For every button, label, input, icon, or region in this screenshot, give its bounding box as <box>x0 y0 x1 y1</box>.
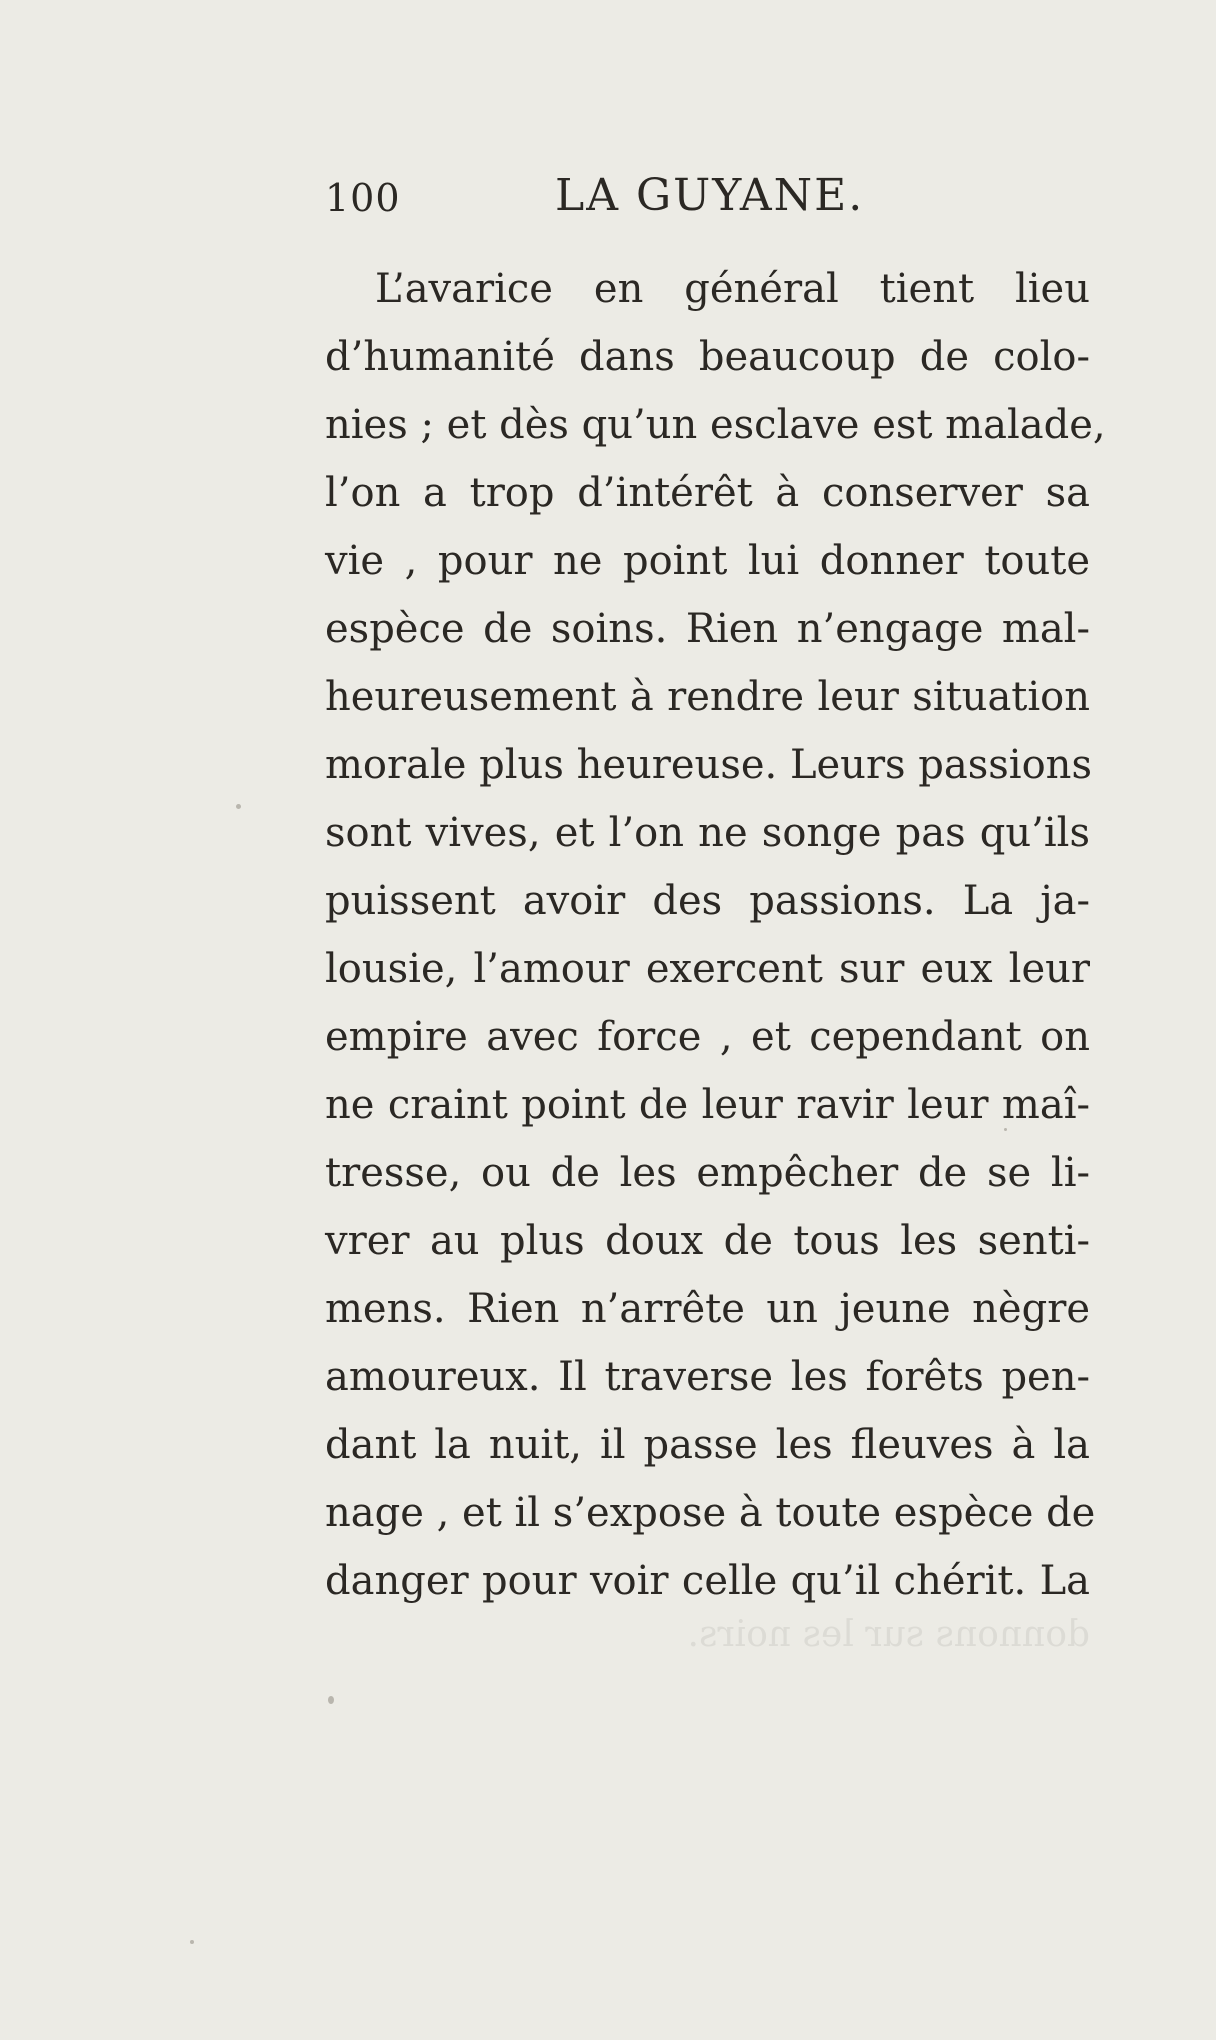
text-line: puissent avoir des passions. La ja- <box>325 878 1090 924</box>
text-line: amoureux. Il traverse les forêts pen- <box>325 1354 1090 1400</box>
text-line: nage , et il s’expose à toute espèce de <box>325 1490 1096 1536</box>
paper-speck <box>1004 1128 1007 1131</box>
text-line: mens. Rien n’arrête un jeune nègre <box>325 1286 1090 1332</box>
paper-speck <box>236 804 241 809</box>
text-line: tresse, ou de les empêcher de se li- <box>325 1150 1090 1196</box>
text-line: espèce de soins. Rien n’engage mal- <box>325 606 1090 652</box>
text-line: morale plus heureuse. Leurs passions <box>325 742 1092 788</box>
text-line: vie , pour ne point lui donner toute <box>325 538 1090 584</box>
text-line: danger pour voir celle qu’il chérit. La <box>325 1558 1090 1604</box>
text-line: ne craint point de leur ravir leur maî- <box>325 1082 1090 1128</box>
text-line: sont vives, et l’on ne songe pas qu’ils <box>325 810 1090 856</box>
text-line: L’avarice en général tient lieu <box>375 266 1090 312</box>
text-line: vrer au plus doux de tous les senti- <box>325 1218 1090 1264</box>
body-text <box>325 255 1106 1615</box>
page-number: 100 <box>325 176 401 220</box>
paper-speck <box>190 1940 194 1944</box>
paper-speck <box>328 1696 334 1704</box>
running-head <box>325 170 865 230</box>
text-line: heureusement à rendre leur situation <box>325 674 1090 720</box>
text-line: nies ; et dès qu’un esclave est malade, <box>325 402 1106 448</box>
text-line: empire avec force , et cependant on <box>325 1014 1090 1060</box>
text-line: lousie, l’amour exercent sur eux leur <box>325 946 1090 992</box>
text-line: dant la nuit, il passe les fleuves à la <box>325 1422 1090 1468</box>
text-line: l’on a trop d’intérêt à conserver sa <box>325 470 1090 516</box>
bleed-through-text: donnons sur les noirs. <box>687 1615 1090 1655</box>
running-title: LA GUYANE. <box>555 170 865 221</box>
text-line: d’humanité dans beaucoup de colo- <box>325 334 1090 380</box>
